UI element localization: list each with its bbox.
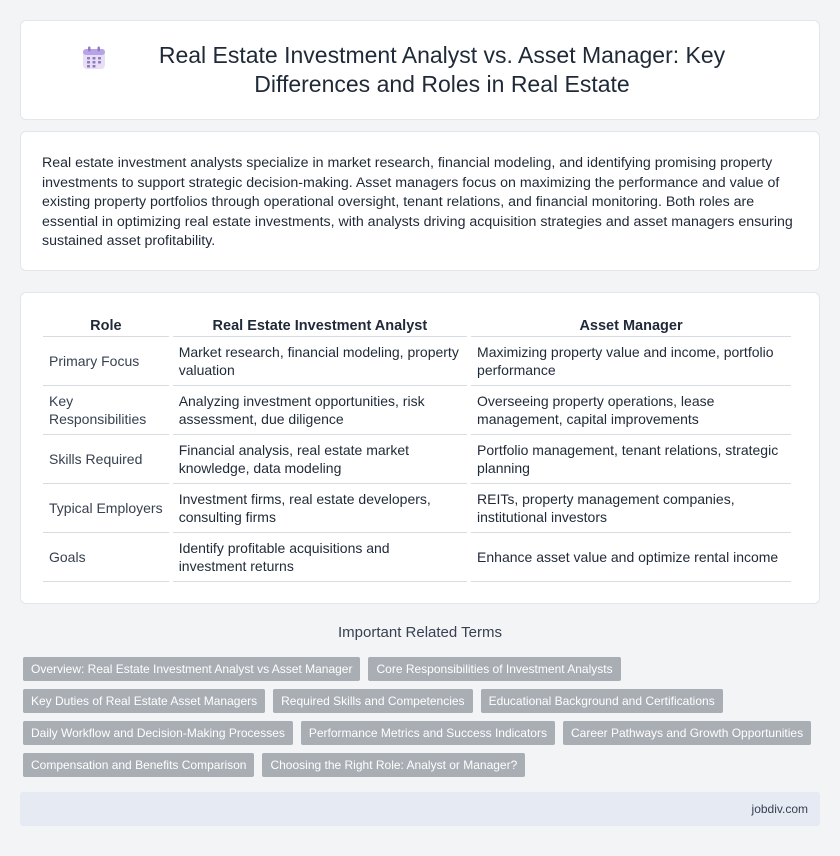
- tag-row: [23, 721, 823, 745]
- related-terms-title: Important Related Terms: [338, 624, 502, 641]
- tag-row: [23, 657, 823, 681]
- tag-row: [23, 689, 823, 713]
- related-term-tag[interactable]: Performance Metrics and Success Indicators: [301, 721, 555, 745]
- comparison-card: [20, 292, 820, 604]
- row-manager: Portfolio management, tenant relations, strategic planning: [471, 435, 791, 484]
- calendar-icon: [81, 45, 107, 71]
- related-term-tag[interactable]: Daily Workflow and Decision-Making Processes: [23, 721, 293, 745]
- row-manager: REITs, property management companies, institutional investors: [471, 484, 791, 533]
- header-role: Role: [43, 313, 169, 337]
- intro-paragraph: Real estate investment analysts specialize in market research, financial modeling, and identifying promising property investments to support strategic decision-making. Asset managers focus on maximizing the performance and value of existing property portfolios through operational oversight, tenant relations, and financial monitoring. Both roles are essential in optimizing real estate investments, with analysts driving acquisition strategies and asset managers ensuring sustained asset profitability.: [42, 155, 793, 250]
- related-terms-tags: [23, 657, 823, 785]
- table-row: [43, 386, 791, 435]
- header-manager: Asset Manager: [471, 313, 791, 337]
- table-header-row: [43, 313, 791, 337]
- row-analyst: Investment firms, real estate developers, consulting firms: [173, 484, 467, 533]
- table-row: [43, 533, 791, 582]
- table-row: [43, 435, 791, 484]
- row-analyst: Analyzing investment opportunities, risk assessment, due diligence: [173, 386, 467, 435]
- comparison-table: [39, 313, 795, 582]
- page-title: Real Estate Investment Analyst vs. Asset Manager: Key Differences and Roles in Real Estate: [158, 42, 726, 97]
- related-term-tag[interactable]: Compensation and Benefits Comparison: [23, 753, 254, 777]
- related-term-tag[interactable]: Core Responsibilities of Investment Analysts: [368, 657, 620, 681]
- footer: [20, 792, 820, 826]
- intro-card: [20, 131, 820, 271]
- related-term-tag[interactable]: Overview: Real Estate Investment Analyst vs Asset Manager: [23, 657, 360, 681]
- row-role: Skills Required: [43, 435, 169, 484]
- title-card: [20, 20, 820, 120]
- tag-row: [23, 753, 823, 777]
- row-role: Goals: [43, 533, 169, 582]
- related-term-tag[interactable]: Required Skills and Competencies: [273, 689, 472, 713]
- row-role: Primary Focus: [43, 337, 169, 386]
- row-analyst: Financial analysis, real estate market knowledge, data modeling: [173, 435, 467, 484]
- row-manager: Maximizing property value and income, portfolio performance: [471, 337, 791, 386]
- row-role: Typical Employers: [43, 484, 169, 533]
- table-row: [43, 484, 791, 533]
- related-term-tag[interactable]: Choosing the Right Role: Analyst or Manager?: [262, 753, 525, 777]
- row-analyst: Market research, financial modeling, property valuation: [173, 337, 467, 386]
- related-term-tag[interactable]: Educational Background and Certifications: [481, 689, 723, 713]
- related-term-tag[interactable]: Key Duties of Real Estate Asset Managers: [23, 689, 265, 713]
- row-analyst: Identify profitable acquisitions and investment returns: [173, 533, 467, 582]
- related-term-tag[interactable]: Career Pathways and Growth Opportunities: [563, 721, 811, 745]
- row-manager: Enhance asset value and optimize rental income: [471, 533, 791, 582]
- header-analyst: Real Estate Investment Analyst: [173, 313, 467, 337]
- footer-site[interactable]: jobdiv.com: [751, 802, 808, 816]
- table-row: [43, 337, 791, 386]
- row-manager: Overseeing property operations, lease management, capital improvements: [471, 386, 791, 435]
- row-role: Key Responsibilities: [43, 386, 169, 435]
